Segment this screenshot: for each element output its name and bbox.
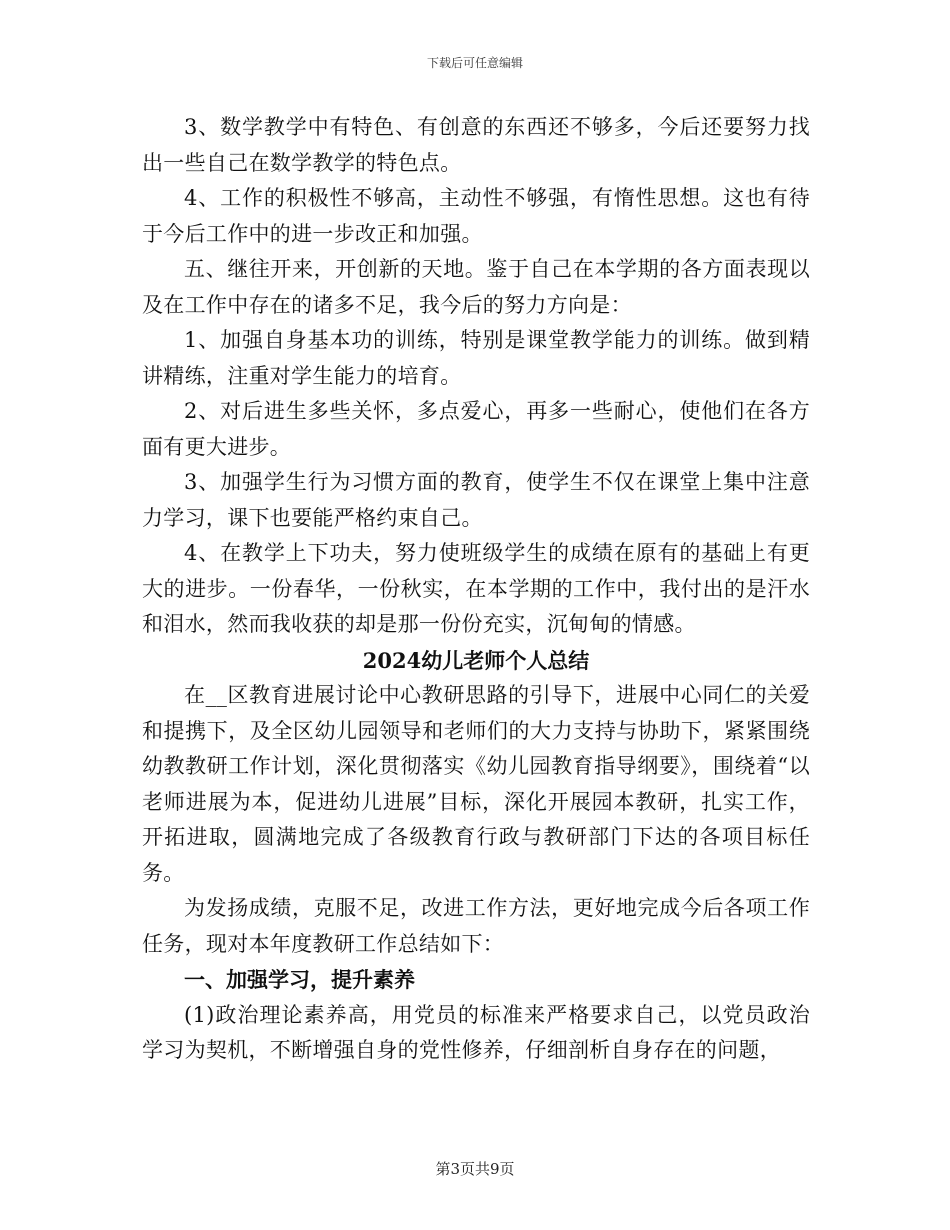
section-title: 2024幼儿老师个人总结 xyxy=(362,647,590,673)
page-number-footer: 第3页共9页 xyxy=(435,1160,515,1178)
paragraph: 4、在教学上下功夫，努力使班级学生的成绩在原有的基础上有更大的进步。一份春华，一份秋实，在本学期的工作中，我付出的是汗水和泪水，然而我收获的却是那一份份充实，沉甸甸的情感。 xyxy=(142,541,810,636)
paragraph: 1、加强自身基本功的训练，特别是课堂教学能力的训练。做到精讲精练，注重对学生能力的培育。 xyxy=(142,328,810,388)
paragraph: 2、对后进生多些关怀，多点爱心，再多一些耐心，使他们在各方面有更大进步。 xyxy=(142,399,810,459)
paragraph: 3、加强学生行为习惯方面的教育，使学生不仅在课堂上集中注意力学习，课下也要能严格约束自己。 xyxy=(142,470,810,530)
paragraph: 在__区教育进展讨论中心教研思路的引导下，进展中心同仁的关爱和提携下，及全区幼儿园领导和老师们的大力支持与协助下，紧紧围绕幼教教研工作计划，深化贯彻落实《幼儿园教育指导纲要》，围绕着“以老师进展为本，促进幼儿进展”目标，深化开展园本教研，扎实工作，开拓进取，圆满地完成了各级教育行政与教研部门下达的各项目标任务。 xyxy=(142,683,810,885)
page-header-note: 下载后可任意编辑 xyxy=(426,56,523,70)
document-body xyxy=(142,110,810,1069)
section-heading: 一、加强学习，提升素养 xyxy=(184,967,415,992)
paragraph: 为发扬成绩，克服不足，改进工作方法，更好地完成今后各项工作任务，现对本年度教研工作总结如下： xyxy=(142,896,810,956)
paragraph: 4、工作的积极性不够高，主动性不够强，有惰性思想。这也有待于今后工作中的进一步改正和加强。 xyxy=(142,186,810,246)
paragraph: (1)政治理论素养高，用党员的标准来严格要求自己，以党员政治学习为契机，不断增强自身的党性修养，仔细剖析自身存在的问题， xyxy=(142,1002,810,1062)
paragraph: 五、继往开来，开创新的天地。鉴于自己在本学期的各方面表现以及在工作中存在的诸多不足，我今后的努力方向是： xyxy=(142,257,810,317)
paragraph: 3、数学教学中有特色、有创意的东西还不够多，今后还要努力找出一些自己在数学教学的特色点。 xyxy=(142,115,810,175)
